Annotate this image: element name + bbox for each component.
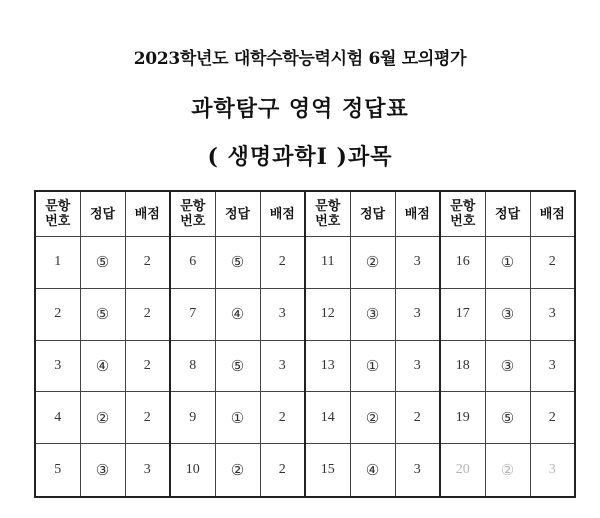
answer-cell: ⑤ [80, 237, 125, 289]
answer-cell: ① [350, 340, 395, 392]
question-number-cell: 14 [305, 392, 350, 444]
answer-cell: ④ [350, 444, 395, 497]
points-cell: 2 [530, 237, 575, 289]
answer-cell: ⑤ [80, 288, 125, 340]
header-answer: 정답 [485, 191, 530, 237]
question-number-cell: 11 [305, 237, 350, 289]
question-number-cell: 17 [440, 288, 485, 340]
answer-cell: ② [215, 444, 260, 497]
points-cell: 3 [395, 288, 440, 340]
points-cell: 3 [530, 288, 575, 340]
question-number-cell: 4 [35, 392, 80, 444]
header-row [35, 191, 575, 237]
points-cell: 2 [260, 392, 305, 444]
question-number-cell: 8 [170, 340, 215, 392]
answer-cell: ③ [485, 288, 530, 340]
answer-cell: ② [485, 444, 530, 497]
question-number-cell: 19 [440, 392, 485, 444]
table-row [35, 237, 575, 289]
answer-body [35, 237, 575, 498]
header-question-no: 문항 번호 [305, 191, 350, 237]
points-cell: 2 [260, 444, 305, 497]
header-answer: 정답 [80, 191, 125, 237]
question-number-cell: 7 [170, 288, 215, 340]
question-number-cell: 15 [305, 444, 350, 497]
question-number-cell: 1 [35, 237, 80, 289]
points-cell: 3 [125, 444, 170, 497]
answer-cell: ① [215, 392, 260, 444]
points-cell: 3 [395, 340, 440, 392]
answer-cell: ② [80, 392, 125, 444]
points-cell: 3 [395, 237, 440, 289]
points-cell: 2 [125, 340, 170, 392]
header-points: 배점 [260, 191, 305, 237]
points-cell: 2 [125, 392, 170, 444]
points-cell: 2 [395, 392, 440, 444]
question-number-cell: 12 [305, 288, 350, 340]
answer-cell: ③ [485, 340, 530, 392]
points-cell: 3 [530, 444, 575, 497]
header-answer: 정답 [350, 191, 395, 237]
header-question-no: 문항 번호 [170, 191, 215, 237]
answer-cell: ⑤ [215, 340, 260, 392]
answer-cell: ① [485, 237, 530, 289]
table-row [35, 444, 575, 497]
question-number-cell: 6 [170, 237, 215, 289]
question-number-cell: 18 [440, 340, 485, 392]
table-row [35, 392, 575, 444]
answer-cell: ⑤ [215, 237, 260, 289]
points-cell: 3 [395, 444, 440, 497]
points-cell: 2 [260, 237, 305, 289]
question-number-cell: 3 [35, 340, 80, 392]
question-number-cell: 20 [440, 444, 485, 497]
table-row [35, 340, 575, 392]
answer-cell: ④ [215, 288, 260, 340]
question-number-cell: 16 [440, 237, 485, 289]
header-points: 배점 [125, 191, 170, 237]
answer-cell: ② [350, 392, 395, 444]
question-number-cell: 2 [35, 288, 80, 340]
answer-cell: ② [350, 237, 395, 289]
answer-cell: ③ [80, 444, 125, 497]
question-number-cell: 13 [305, 340, 350, 392]
answer-key-table [34, 190, 576, 498]
answer-cell: ③ [350, 288, 395, 340]
points-cell: 2 [530, 392, 575, 444]
header-points: 배점 [395, 191, 440, 237]
table-row [35, 288, 575, 340]
answer-cell: ⑤ [485, 392, 530, 444]
points-cell: 2 [125, 288, 170, 340]
answer-sheet-title: 과학탐구 영역 정답표 [191, 96, 409, 122]
points-cell: 3 [530, 340, 575, 392]
header-points: 배점 [530, 191, 575, 237]
header-question-no: 문항 번호 [35, 191, 80, 237]
header-question-no: 문항 번호 [440, 191, 485, 237]
answer-cell: ④ [80, 340, 125, 392]
header-answer: 정답 [215, 191, 260, 237]
points-cell: 3 [260, 340, 305, 392]
exam-title: 2023학년도 대학수학능력시험 6월 모의평가 [133, 49, 467, 69]
points-cell: 2 [125, 237, 170, 289]
question-number-cell: 9 [170, 392, 215, 444]
question-number-cell: 10 [170, 444, 215, 497]
subject-title: ( 생명과학Ⅰ )과목 [207, 144, 393, 170]
question-number-cell: 5 [35, 444, 80, 497]
points-cell: 3 [260, 288, 305, 340]
